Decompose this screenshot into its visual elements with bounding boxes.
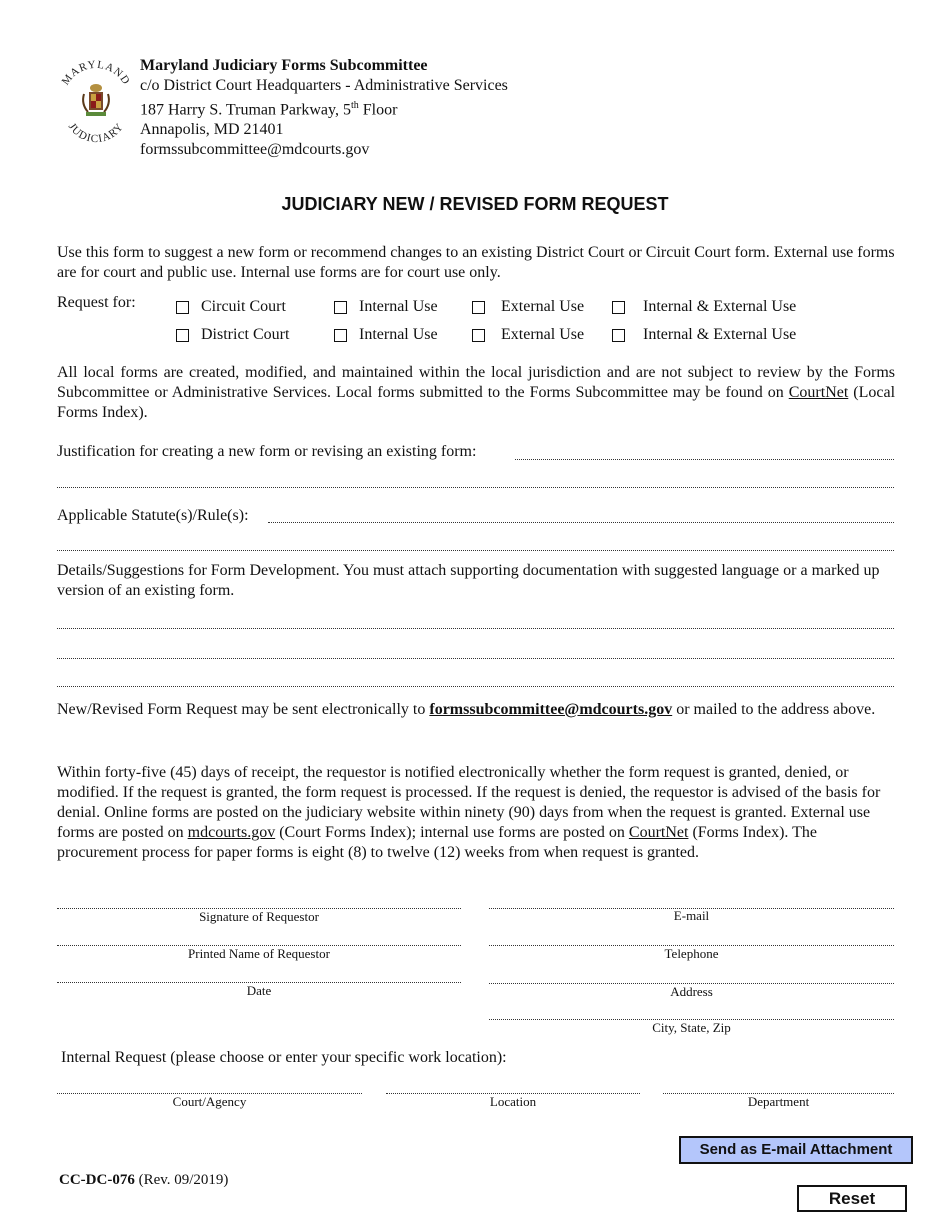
checkbox-district-both[interactable] [612, 326, 796, 344]
email-caption: E-mail [673, 908, 710, 923]
statute-field-2[interactable] [57, 550, 894, 551]
process-part-3: (Forms Index). The procurement process for paper forms is eight (8) to twelve (12) weeks from when request is granted. [57, 824, 818, 861]
request-for-label: Request for: [57, 294, 136, 311]
svg-text:JUDICIARY [66, 121, 126, 145]
page-title: JUDICIARY NEW / REVISED FORM REQUEST [281, 194, 669, 214]
process-text [57, 763, 897, 863]
process-part-1: Within forty-five (45) days of receipt, the requestor is notified electronically whether the form request is granted, denied, or modified. If the request is granted, the form request is processed. If the request is denied, the requestor is advised of the basis for denial. Online forms are posted on the judiciary website within ninety (90) days from when the request is granted. External use forms are posted on [57, 764, 881, 841]
city-state-zip-caption: City, State, Zip [652, 1020, 731, 1035]
checkbox-circuit-court[interactable] [176, 298, 286, 316]
internal-request-label: Internal Request (please choose or enter your specific work location): [61, 1049, 507, 1066]
address-line-3 [140, 96, 508, 120]
form-revision: (Rev. 09/2019) [134, 1172, 229, 1188]
checkbox-box[interactable] [176, 301, 189, 314]
mdcourts-link[interactable]: mdcourts.gov [187, 824, 276, 841]
checkbox-circuit-external[interactable] [472, 298, 584, 316]
street: 187 Harry S. Truman Parkway, 5 [140, 101, 351, 119]
signature-caption: Signature of Requestor [199, 909, 319, 924]
statute-field-1[interactable] [268, 522, 894, 523]
checkbox-district-court[interactable] [176, 326, 289, 344]
local-forms-text [57, 363, 895, 423]
checkbox-label: External Use [501, 326, 585, 343]
local-forms-tail: (Local Forms Index). [57, 384, 896, 421]
header-address [140, 56, 508, 160]
subcommittee-email-link[interactable]: formssubcommittee@mdcourts.gov [429, 701, 673, 718]
checkbox-box[interactable] [472, 329, 485, 342]
printed-name-caption: Printed Name of Requestor [188, 946, 330, 961]
local-forms-body: All local forms are created, modified, and maintained within the local jurisdiction and are not subject to review by the Forms Subcommittee or Administrative Services. Local forms submitted to the Forms Subcommittee may be found on [57, 364, 895, 401]
location-caption: Location [489, 1094, 537, 1109]
details-field-1[interactable] [57, 628, 894, 629]
form-code [59, 1172, 228, 1189]
maryland-judiciary-seal [56, 58, 136, 148]
checkbox-box[interactable] [612, 301, 625, 314]
courtnet-link[interactable]: CourtNet [788, 384, 849, 401]
telephone-caption: Telephone [664, 946, 719, 961]
details-field-2[interactable] [57, 658, 894, 659]
checkbox-district-external[interactable] [472, 326, 584, 344]
checkbox-label: Circuit Court [201, 298, 286, 315]
statute-label: Applicable Statute(s)/Rule(s): [57, 507, 249, 524]
checkbox-box[interactable] [176, 329, 189, 342]
courtnet-forms-link[interactable]: CourtNet [628, 824, 689, 841]
floor: Floor [358, 101, 398, 119]
checkbox-circuit-both[interactable] [612, 298, 796, 316]
justification-field-1[interactable] [515, 459, 894, 460]
send-email-attachment-button[interactable]: Send as E-mail Attachment [679, 1136, 913, 1164]
header-email: formssubcommittee@mdcourts.gov [140, 141, 370, 159]
checkbox-label: Internal Use [359, 298, 438, 315]
checkbox-district-internal[interactable] [334, 326, 438, 344]
checkbox-label: District Court [201, 326, 290, 343]
checkbox-box[interactable] [334, 329, 347, 342]
department-caption: Department [747, 1094, 810, 1109]
process-part-2: (Court Forms Index); internal use forms are posted on [275, 824, 629, 841]
address-caption: Address [670, 984, 713, 999]
checkbox-box[interactable] [334, 301, 347, 314]
justification-field-2[interactable] [57, 487, 894, 488]
checkbox-label: Internal & External Use [643, 298, 797, 315]
date-caption: Date [246, 983, 272, 998]
justification-label: Justification for creating a new form or revising an existing form: [57, 443, 477, 460]
checkbox-label: Internal & External Use [643, 326, 797, 343]
details-label: Details/Suggestions for Form Development. You must attach supporting documentation with suggested language or a marked up version of an existing form. [57, 562, 880, 599]
checkbox-circuit-internal[interactable] [334, 298, 438, 316]
seal-bottom-text: JUDICIARY [65, 120, 127, 146]
intro-text: Use this form to suggest a new form or recommend changes to an existing District Court or Circuit Court form. External use forms are for court and public use. Internal use forms are for court use only. [57, 244, 895, 281]
floor-sup: th [350, 100, 359, 111]
org-name: Maryland Judiciary Forms Subcommittee [140, 57, 428, 74]
form-code-id: CC-DC-076 [59, 1172, 135, 1188]
checkbox-box[interactable] [612, 329, 625, 342]
address-line-2: c/o District Court Headquarters - Administrative Services [140, 77, 508, 94]
checkbox-box[interactable] [472, 301, 485, 314]
send-instructions [57, 700, 895, 720]
address-line-4: Annapolis, MD 21401 [140, 121, 284, 139]
seal-top-text: MARYLAND [59, 58, 133, 88]
checkbox-label: External Use [501, 298, 585, 315]
checkbox-label: Internal Use [359, 326, 438, 343]
svg-text:MARYLAND [60, 59, 133, 88]
send-post: or mailed to the address above. [672, 701, 876, 718]
details-field-3[interactable] [57, 686, 894, 687]
send-pre: New/Revised Form Request may be sent electronically to [57, 701, 430, 718]
reset-button[interactable]: Reset [797, 1185, 907, 1212]
court-agency-caption: Court/Agency [172, 1094, 247, 1109]
